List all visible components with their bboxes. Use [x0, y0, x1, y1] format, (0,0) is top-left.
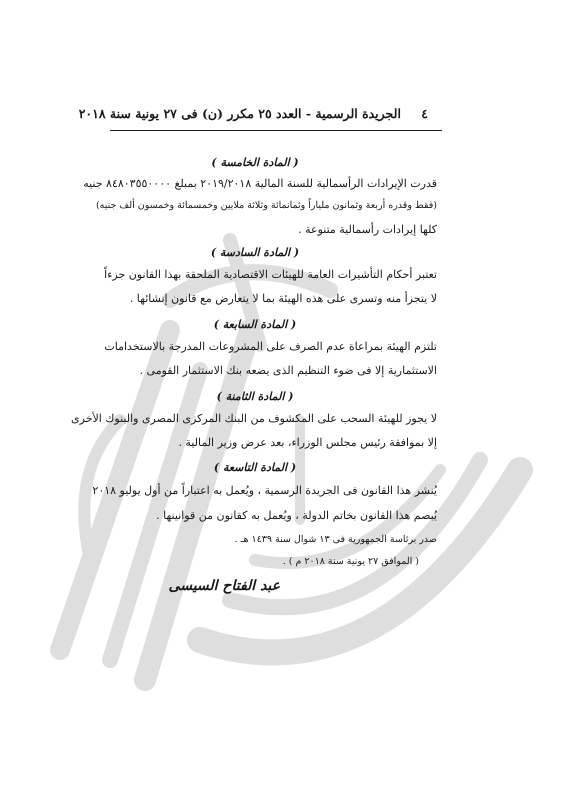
article-5-line-2: (فقط وقدره أربعة وثمانون ملياراً وثمانمائة وثلاثة ملايين وخمسمائة وخمسون ألف جنيه) [95, 200, 437, 211]
article-8-heading: ( المادة الثامنة ) [216, 390, 294, 403]
page-number: ٤ [421, 106, 428, 121]
header-divider [110, 130, 442, 131]
article-5-line-1: قدرت الإيرادات الرأسمالية للسنة المالية ٢٠١٩/٢٠١٨ بمبلغ ٨٤٨٠٣٥٥٠٠٠٠ جنيه [83, 177, 437, 190]
signature: عبد الفتاح السيسى [168, 578, 280, 594]
article-6-line-1: تعتبر أحكام التأشيرات العامة للهيئات الاقتصادية الملحقة بهذا القانون جزءاً [104, 268, 437, 281]
article-7-line-1: تلتزم الهيئة بمراعاة عدم الصرف على المشروعات المدرجة بالاستخدامات [104, 340, 437, 353]
article-8-line-1: لا يجوز للهيئة السحب على المكشوف من البنك المركزى المصرى والبنوك الأخرى [71, 412, 437, 425]
article-8-line-2: إلا بموافقة رئيس مجلس الوزراء، بعد عرض وزير المالية . [178, 436, 437, 449]
page-header [78, 106, 428, 121]
article-7-heading: ( المادة السابعة ) [213, 318, 297, 331]
issued-date: صدر برئاسة الجمهورية فى ١٣ شوال سنة ١٤٣٩ هـ . [234, 534, 437, 545]
article-9-heading: ( المادة التاسعة ) [213, 461, 297, 474]
article-5-heading: ( المادة الخامسة ) [211, 156, 299, 169]
article-9-line-1: يُنشر هذا القانون فى الجريدة الرسمية ، ويُعمل به اعتباراً من أول يوليو ٢٠١٨ [92, 484, 437, 497]
corresponding-date: ( الموافق ٢٧ يونية سنة ٢٠١٨ م ) . [282, 556, 419, 567]
article-6-line-2: لا يتجزأ منه وتسرى على هذه الهيئة بما لا يتعارض مع قانون إنشائها . [129, 292, 437, 305]
gazette-title: الجريدة الرسمية - العدد ٢٥ مكرر (ن) فى ٢٧ يونية سنة ٢٠١٨ [78, 106, 401, 121]
article-9-line-2: يُبصم هذا القانون بخاتم الدولة ، ويُعمل به كقانون من قوانينها . [156, 509, 437, 522]
article-7-line-2: الاستثمارية إلا فى ضوء التنظيم الذى يضعه بنك الاستثمار القومى . [139, 364, 437, 377]
article-5-line-3: كلها إيرادات رأسمالية متنوعة . [298, 223, 437, 236]
article-6-heading: ( المادة السادسة ) [210, 246, 300, 259]
